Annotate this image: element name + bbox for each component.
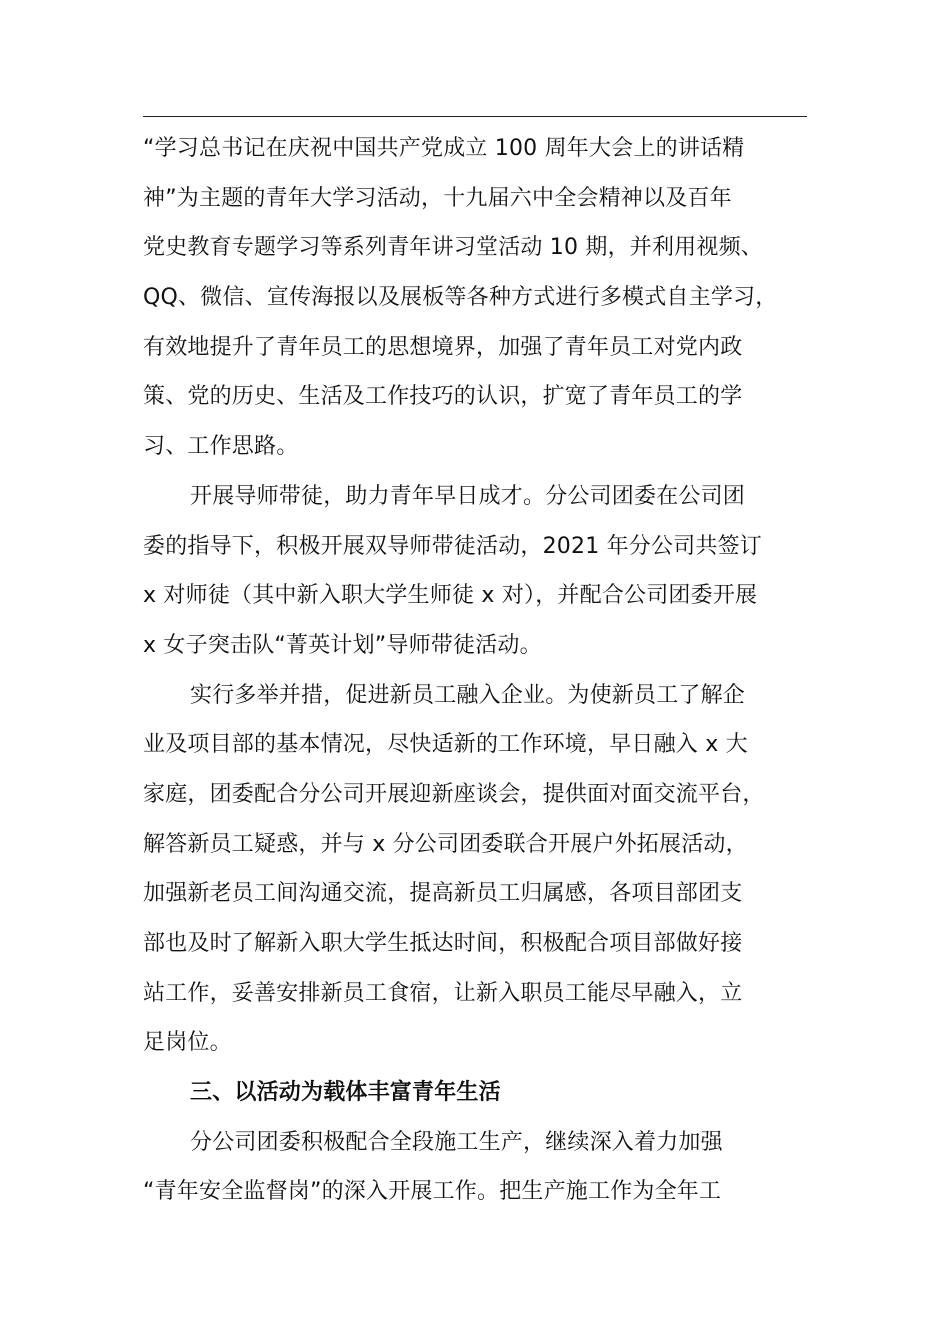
body-text: [143, 124, 807, 1217]
text-line: “学习总书记在庆祝中国共产党成立 100 周年大会上的讲话精: [143, 136, 745, 161]
text-line: 足岗位。: [143, 1030, 232, 1056]
text-line: “青年安全监督岗”的深入开展工作。把生产施工作为全年工: [143, 1179, 722, 1205]
text-line: 习、工作思路。: [143, 434, 299, 460]
text-line: 策、党的历史、生活及工作技巧的认识，扩宽了青年员工的学: [143, 384, 743, 410]
text-line: 加强新老员工间沟通交流，提高新员工归属感，各项目部团支: [143, 881, 743, 907]
text-line: 家庭，团委配合分公司开展迎新座谈会，提供面对面交流平台，: [143, 781, 765, 807]
text-line: 党史教育专题学习等系列青年讲习堂活动 10 期，并利用视频、: [143, 235, 763, 261]
paragraph-start-line: 实行多举并措，促进新员工融入企业。为使新员工了解企: [190, 682, 746, 708]
text-line: 解答新员工疑惑，并与 x 分公司团委联合开展户外拓展活动，: [143, 831, 748, 857]
paragraph-start-line: 开展导师带徒，助力青年早日成才。分公司团委在公司团: [190, 483, 746, 509]
text-line: 有效地提升了青年员工的思想境界，加强了青年员工对党内政: [143, 334, 743, 360]
text-line: 业及项目部的基本情况，尽快适新的工作环境，早日融入 x 大: [143, 732, 748, 758]
text-line: 部也及时了解新入职大学生抵达时间，积极配合项目部做好接: [143, 931, 743, 956]
text-line: x 对师徒（其中新入职大学生师徒 x 对），并配合公司团委开展: [143, 583, 758, 609]
section-heading: 三、以活动为载体丰富青年生活: [190, 1080, 501, 1106]
text-line: 神”为主题的青年大学习活动，十九届六中全会精神以及百年: [143, 185, 732, 211]
text-line: x 女子突击队“菁英计划”导师带徒活动。: [143, 632, 542, 658]
text-line: QQ、微信、宣传海报以及展板等各种方式进行多模式自主学习，: [143, 285, 778, 311]
paragraph-start-line: 分公司团委积极配合全段施工生产，继续深入着力加强: [190, 1129, 723, 1155]
header-rule: [143, 116, 807, 117]
text-line: 站工作，妥善安排新员工食宿，让新入职员工能尽早融入，立: [143, 980, 743, 1006]
text-line: 委的指导下，积极开展双导师带徒活动，2021 年分公司共签订: [143, 533, 762, 559]
